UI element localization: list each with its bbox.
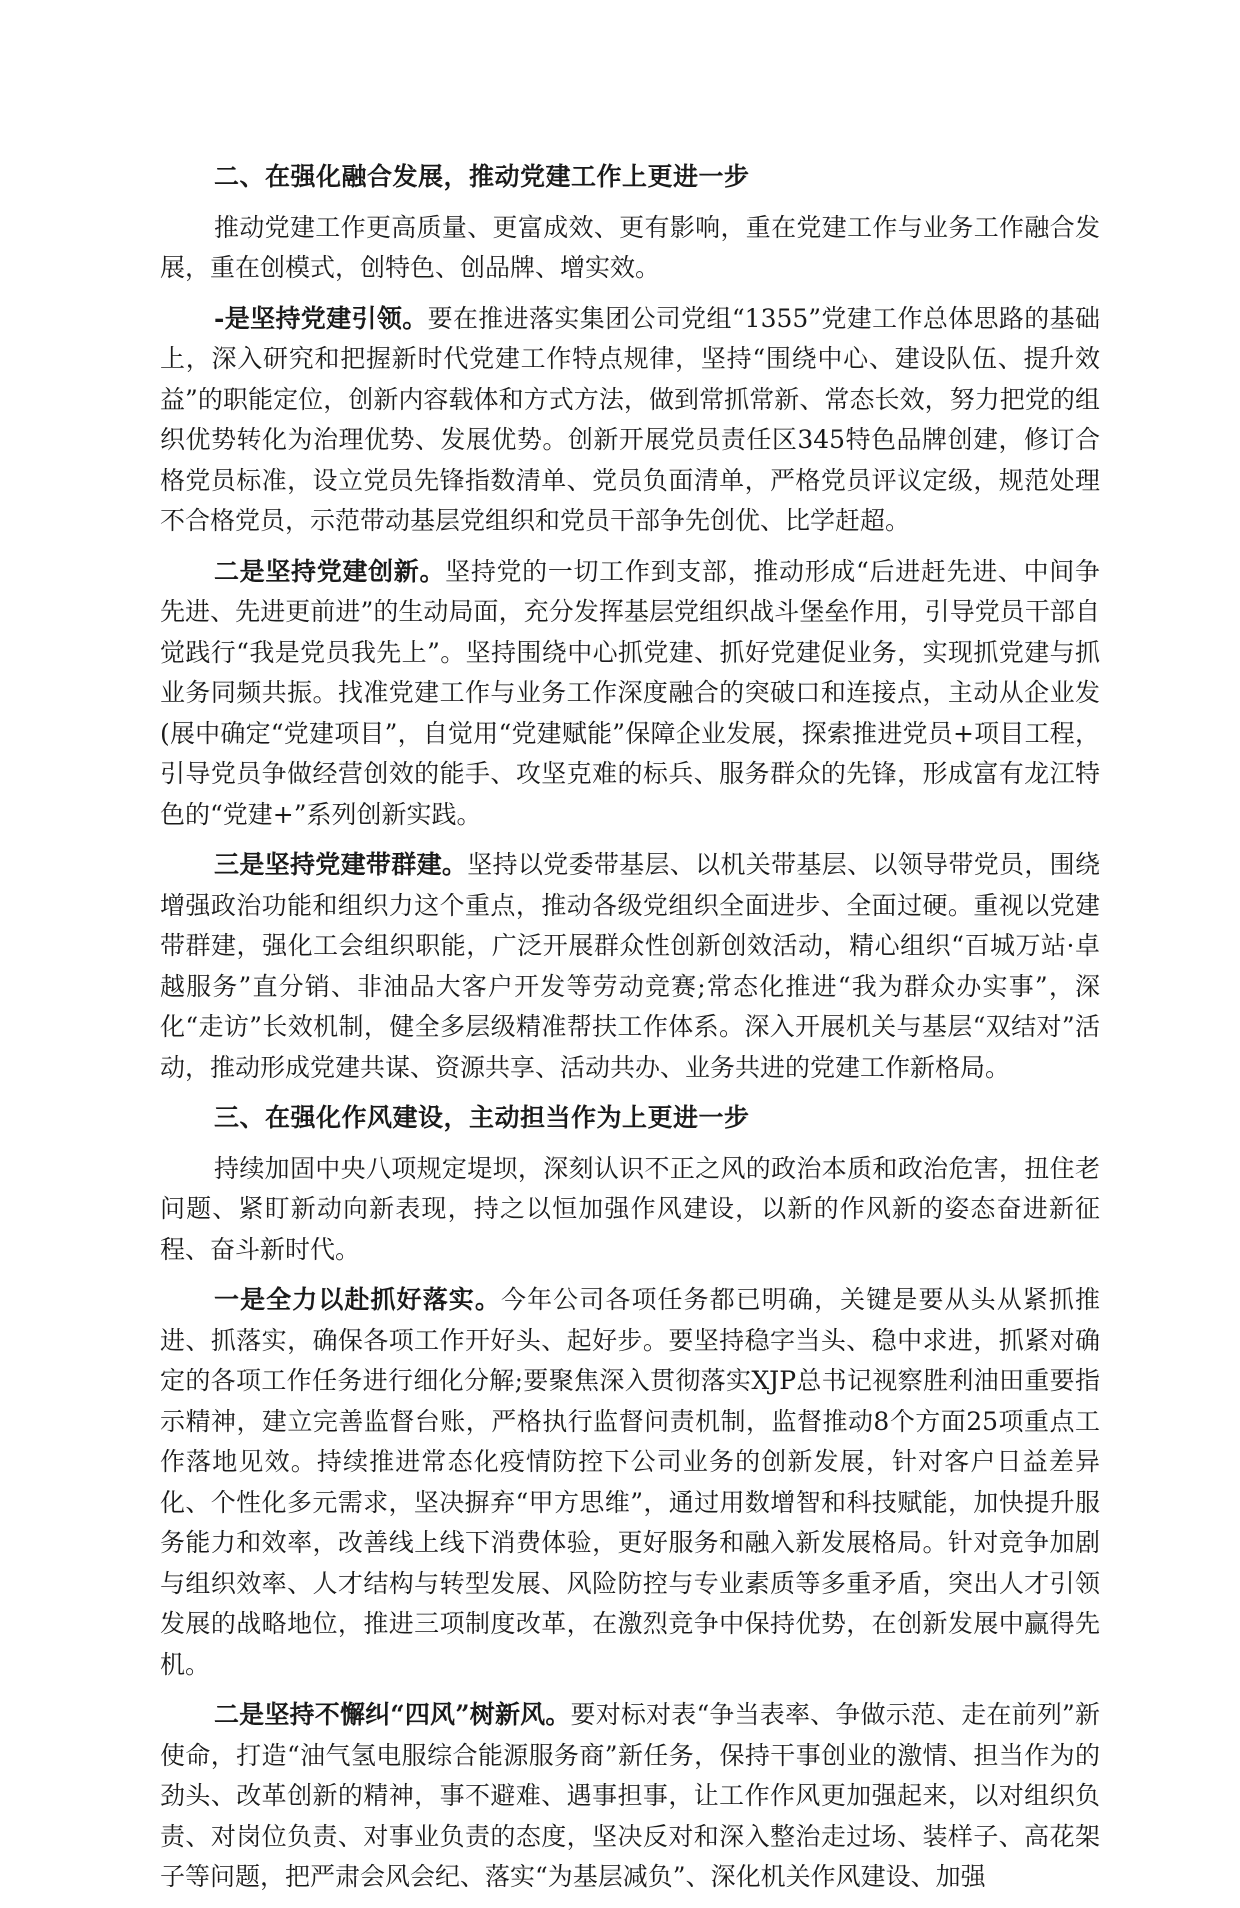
paragraph-text: 坚持以党委带基层、以机关带基层、以领导带党员，围绕增强政治功能和组织力这个重点，推动各级党组织全面进步、全面过硬。重视以党建带群建，强化工会组织职能，广泛开展群众性创新创效活动，精心组织“百城万站·卓越服务”直分销、非油品大客户开发等劳动竞赛;常态化推进“我为群众办实事”，深化“走访”长效机制，健全多层级精准帮扶工作体系。深入开展机关与基层“双结对”活动，推动形成党建共谋、资源共享、活动共办、业务共进的党建工作新格局。	[160, 850, 1100, 1082]
section-three	[160, 1098, 1100, 1898]
paragraph	[160, 1280, 1100, 1685]
paragraph	[160, 299, 1100, 542]
paragraph-text: 今年公司各项任务都已明确，关键是要从头从紧抓推进、抓落实，确保各项工作开好头、起好步。要坚持稳字当头、稳中求进，抓紧对确定的各项工作任务进行细化分解;要聚焦深入贯彻落实XJP总书记视察胜利油田重要指示精神，建立完善监督台账，严格执行监督问责机制，监督推动8个方面25项重点工作落地见效。持续推进常态化疫情防控下公司业务的创新发展，针对客户日益差异化、个性化多元需求，坚决摒弃“甲方思维”，通过用数增智和科技赋能，加快提升服务能力和效率，改善线上线下消费体验，更好服务和融入新发展格局。针对竞争加剧与组织效率、人才结构与转型发展、风险防控与专业素质等多重矛盾，突出人才引领发展的战略地位，推进三项制度改革，在激烈竞争中保持优势，在创新发展中赢得先机。	[160, 1285, 1100, 1679]
section-heading: 二、在强化融合发展，推动党建工作上更进一步	[214, 162, 750, 191]
paragraph-text: 要在推进落实集团公司党组“1355”党建工作总体思路的基础上，深入研究和把握新时代党建工作特点规律，坚持“围绕中心、建设队伍、提升效益”的职能定位，创新内容载体和方式方法，做到常抓常新、常态长效，努力把党的组织优势转化为治理优势、发展优势。创新开展党员责任区345特色品牌创建，修订合格党员标准，设立党员先锋指数清单、党员负面清单，严格党员评议定级，规范处理不合格党员，示范带动基层党组织和党员干部争先创优、比学赶超。	[160, 303, 1100, 535]
paragraph-text: 持续加固中央八项规定堤坝，深刻认识不正之风的政治本质和政治危害，扭住老问题、紧盯新动向新表现，持之以恒加强作风建设，以新的作风新的姿态奋进新征程、奋斗新时代。	[160, 1153, 1100, 1264]
paragraph-lead: 二是坚持不懈纠“四风”树新风。	[214, 1700, 571, 1729]
paragraph-lead: 一是全力以赴抓好落实。	[214, 1285, 501, 1314]
paragraph	[160, 1149, 1100, 1271]
paragraph-text: 要对标对表“争当表率、争做示范、走在前列”新使命，打造“油气氢电服综合能源服务商”新任务，保持干事创业的激情、担当作为的劲头、改革创新的精神，事不避难、遇事担事，让工作作风更加强起来，以对组织负责、对岗位负责、对事业负责的态度，坚决反对和深入整治走过场、装样子、高花架子等问题，把严肃会风会纪、落实“为基层减负”、深化机关作风建设、加强	[160, 1700, 1100, 1891]
paragraph-text: 坚持党的一切工作到支部，推动形成“后进赶先进、中间争先进、先进更前进”的生动局面，充分发挥基层党组织战斗堡垒作用，引导党员干部自觉践行“我是党员我先上”。坚持围绕中心抓党建、抓好党建促业务，实现抓党建与抓业务同频共振。找准党建工作与业务工作深度融合的突破口和连接点，主动从企业发(展中确定“党建项目”，自觉用“党建赋能”保障企业发展，探索推进党员+项目工程，引导党员争做经营创效的能手、攻坚克难的标兵、服务群众的先锋，形成富有龙江特色的“党建+”系列创新实践。	[160, 556, 1100, 829]
paragraph-lead: -是坚持党建引领。	[214, 303, 428, 333]
paragraph	[160, 552, 1100, 836]
section-heading: 三、在强化作风建设，主动担当作为上更进一步	[214, 1103, 750, 1132]
document-page	[160, 157, 1100, 1908]
paragraph-lead: 二是坚持党建创新。	[214, 556, 446, 586]
paragraph	[160, 208, 1100, 289]
paragraph	[160, 1695, 1100, 1898]
section-two	[160, 157, 1100, 1088]
paragraph-lead: 三是坚持党建带群建。	[214, 850, 468, 879]
paragraph	[160, 845, 1100, 1088]
paragraph-text: 推动党建工作更高质量、更富成效、更有影响，重在党建工作与业务工作融合发展，重在创模式，创特色、创品牌、增实效。	[160, 212, 1100, 282]
